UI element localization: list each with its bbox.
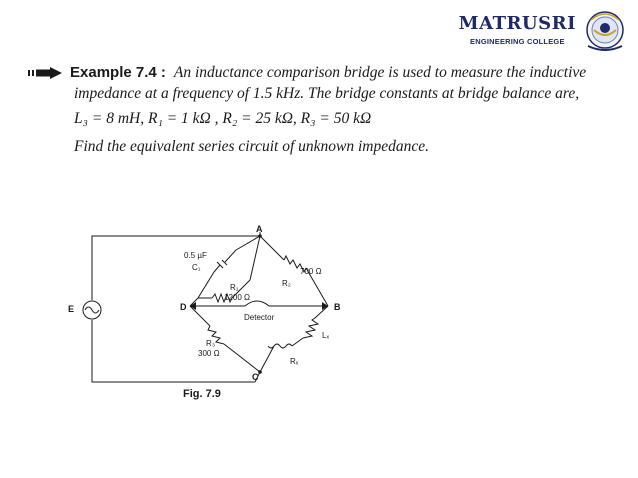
r3-value-label: 300 Ω bbox=[198, 349, 220, 358]
figure-caption: Fig. 7.9 bbox=[183, 388, 221, 400]
example-heading: Example 7.4 : bbox=[70, 64, 166, 81]
rx-name-label: Rₓ bbox=[290, 357, 299, 366]
lx-name-label: Lₓ bbox=[322, 331, 330, 340]
r1-value-label: 1200 Ω bbox=[224, 293, 250, 302]
c1-value-label: 0.5 µF bbox=[184, 251, 207, 260]
example-line-3: L₃ = 8 mH, R₁ = 1 kΩ , R₂ = 25 kΩ, R₃ = 50 kΩ bbox=[74, 110, 372, 127]
arrow-bullet-icon bbox=[28, 67, 64, 79]
r2-value-label: 700 Ω bbox=[300, 267, 322, 276]
bridge-circuit-diagram bbox=[60, 222, 380, 412]
node-d-label: D bbox=[180, 302, 187, 312]
c1-name-label: C₁ bbox=[192, 263, 201, 272]
example-text-1: An inductance comparison bridge is used to measure the inductive bbox=[173, 64, 587, 81]
r3-name-label: R₃ bbox=[206, 339, 216, 348]
r1-name-label: R₁ bbox=[230, 283, 239, 292]
detector-label: Detector bbox=[244, 313, 275, 322]
r2-name-label: R₂ bbox=[282, 279, 291, 288]
college-subtitle: ENGINEERING COLLEGE bbox=[470, 37, 565, 46]
example-line-2: impedance at a frequency of 1.5 kHz. The bridge constants at bridge balance are, bbox=[74, 85, 580, 102]
college-emblem-icon bbox=[582, 8, 628, 54]
example-line-4: Find the equivalent series circuit of unknown impedance. bbox=[74, 138, 429, 155]
node-a-label: A bbox=[256, 224, 263, 234]
example-line-1 bbox=[28, 62, 618, 83]
node-b-label: B bbox=[334, 302, 341, 312]
source-e-label: E bbox=[68, 304, 75, 314]
node-c-label: C bbox=[252, 372, 259, 382]
college-name: MATRUSRI bbox=[458, 13, 576, 34]
college-logo-text bbox=[459, 14, 576, 46]
